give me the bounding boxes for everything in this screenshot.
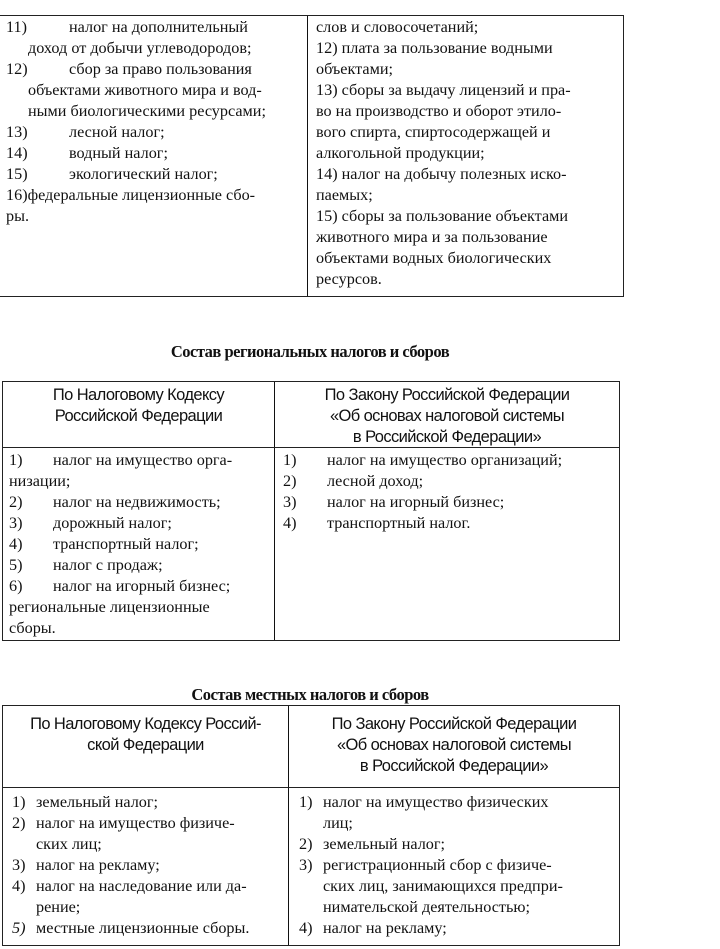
list-item (9, 450, 274, 471)
text-line: во на производство и оборот этило- (316, 102, 562, 120)
header-line: в Российской Федерации» (352, 428, 542, 446)
item-number: 3) (283, 493, 297, 511)
text-line: вого спирта, спиртосодержащей и (316, 123, 551, 141)
item-number: 1) (12, 793, 26, 811)
list-item (283, 492, 619, 513)
regional-right-column (283, 450, 619, 640)
item-number: 13) (6, 123, 28, 141)
item-number: 12) (6, 60, 28, 78)
item-number: 11) (6, 18, 27, 36)
list-item-cont: низации; (9, 472, 71, 490)
local-section-title: Состав местных налогов и сборов (191, 685, 429, 704)
item-number: 14) (6, 144, 28, 162)
regional-taxes-table (2, 381, 620, 641)
list-item (283, 513, 619, 534)
local-taxes-table (2, 705, 620, 946)
list-item (9, 492, 274, 513)
header-line: ской Федерации (87, 736, 204, 754)
item-number: 2) (12, 814, 26, 832)
text-line: слов и словосочетаний; (316, 18, 479, 36)
item-text: земельный налог; (36, 793, 159, 811)
item-text: налог на недвижимость; (53, 493, 221, 511)
item-text: налог на имущество организаций; (327, 451, 563, 469)
item-number: 16) (6, 186, 28, 204)
list-item (299, 918, 619, 939)
item-text: водный налог; (69, 144, 168, 162)
list-item (299, 855, 619, 876)
list-item (299, 834, 619, 855)
list-item-cont: объектами животного мира и вод- (28, 81, 262, 99)
list-item-cont: лиц; (323, 814, 353, 832)
item-number: 5) (12, 919, 26, 937)
item-number: 1) (283, 451, 297, 469)
local-right-column (299, 792, 619, 945)
item-number: 2) (283, 472, 297, 490)
list-item (9, 576, 274, 597)
item-number: 6) (9, 577, 23, 595)
list-item (9, 513, 274, 534)
item-text: федеральные лицензионные сбо- (27, 186, 256, 204)
header-line: По Закону Российской Федерации (331, 715, 577, 733)
item-number: 5) (9, 556, 23, 574)
item-number: 1) (299, 793, 313, 811)
list-item (6, 59, 306, 80)
federal-right-column (316, 17, 616, 296)
text-line: объектами; (316, 60, 393, 78)
item-number: 4) (299, 919, 313, 937)
item-text: налог на игорный бизнес; (53, 577, 231, 595)
item-text: сбор за право пользования (69, 60, 252, 78)
local-header-left (3, 714, 288, 756)
list-item (283, 471, 619, 492)
item-number: 3) (12, 856, 26, 874)
text-line: объектами водных биологических (316, 249, 552, 267)
item-text: налог на имущество физических (323, 793, 549, 811)
item-text: транспортный налог. (327, 514, 471, 532)
column-divider (307, 16, 308, 296)
item-text: налог на рекламу; (36, 856, 160, 874)
text-line: паемых; (316, 186, 373, 204)
list-item (12, 855, 288, 876)
list-item (6, 122, 306, 143)
regional-section-title: Состав региональных налогов и сборов (170, 342, 450, 361)
item-text: земельный налог; (323, 835, 446, 853)
list-item (6, 185, 306, 206)
item-text: лесной доход; (327, 472, 424, 490)
item-text: местные лицензионные сборы. (36, 919, 250, 937)
text-line: сборы. (9, 619, 56, 637)
list-item (12, 918, 288, 939)
regional-header-right (275, 385, 619, 448)
list-item-cont: нимательской деятельностью; (323, 898, 530, 916)
local-left-column (12, 792, 288, 945)
item-text: налог на наследование или да- (36, 877, 247, 895)
item-text: налог с продаж; (53, 556, 163, 574)
header-line: По Закону Российской Федерации (324, 386, 570, 404)
regional-left-column (9, 450, 274, 640)
item-text: налог на игорный бизнес; (327, 493, 505, 511)
item-text: налог на рекламу; (323, 919, 447, 937)
local-header-right (289, 714, 619, 777)
list-item (6, 143, 306, 164)
text-line: ресурсов. (316, 270, 382, 288)
item-text: транспортный налог; (53, 535, 199, 553)
list-item (6, 164, 306, 185)
text-line: 14) налог на добычу полезных иско- (316, 165, 567, 183)
text-line: животного мира и за пользование (316, 228, 548, 246)
item-number: 3) (9, 514, 23, 532)
item-number: 2) (9, 493, 23, 511)
item-text: налог на дополнительный (69, 18, 248, 36)
list-item-cont: рение; (36, 898, 81, 916)
item-text: налог на имущество орга- (53, 451, 233, 469)
text-line: 12) плата за пользование водными (316, 39, 553, 57)
item-number: 15) (6, 165, 28, 183)
item-text: дорожный налог; (53, 514, 172, 532)
text-line: региональные лицензионные (9, 598, 210, 616)
list-item-cont: ры. (6, 207, 30, 225)
text-line: алкогольной продукции; (316, 144, 485, 162)
header-line: По Налоговому Кодексу Россий- (30, 715, 261, 733)
item-number: 1) (9, 451, 23, 469)
text-line: 13) сборы за выдачу лицензий и пра- (316, 81, 571, 99)
list-item (12, 792, 288, 813)
federal-left-column (6, 17, 306, 296)
header-line: Российской Федерации (54, 407, 223, 425)
header-line: «Об основах налоговой системы (329, 407, 565, 425)
list-item (9, 555, 274, 576)
list-item (9, 534, 274, 555)
header-line: в Российской Федерации» (359, 757, 549, 775)
item-text: регистрационный сбор с физиче- (323, 856, 552, 874)
list-item-cont: доход от добычи углеводородов; (28, 39, 252, 57)
list-item (299, 792, 619, 813)
item-number: 4) (9, 535, 23, 553)
list-item-cont: ских лиц; (36, 835, 102, 853)
list-item (12, 876, 288, 897)
list-item-cont: ными биологическими ресурсами; (28, 102, 266, 120)
item-text: лесной налог; (69, 123, 165, 141)
list-item (12, 813, 288, 834)
header-divider (3, 787, 619, 788)
list-item-cont: ских лиц, занимающихся предпри- (323, 877, 563, 895)
item-text: налог на имущество физиче- (36, 814, 235, 832)
item-number: 2) (299, 835, 313, 853)
item-text: экологический налог; (69, 165, 218, 183)
list-item (283, 450, 619, 471)
header-line: По Налоговому Кодексу (52, 386, 225, 404)
item-number: 4) (12, 877, 26, 895)
federal-taxes-table (0, 15, 624, 297)
regional-header-left (3, 385, 274, 427)
item-number: 4) (283, 514, 297, 532)
header-line: «Об основах налоговой системы (336, 736, 572, 754)
item-number: 3) (299, 856, 313, 874)
list-item (6, 17, 306, 38)
text-line: 15) сборы за пользование объектами (316, 207, 569, 225)
